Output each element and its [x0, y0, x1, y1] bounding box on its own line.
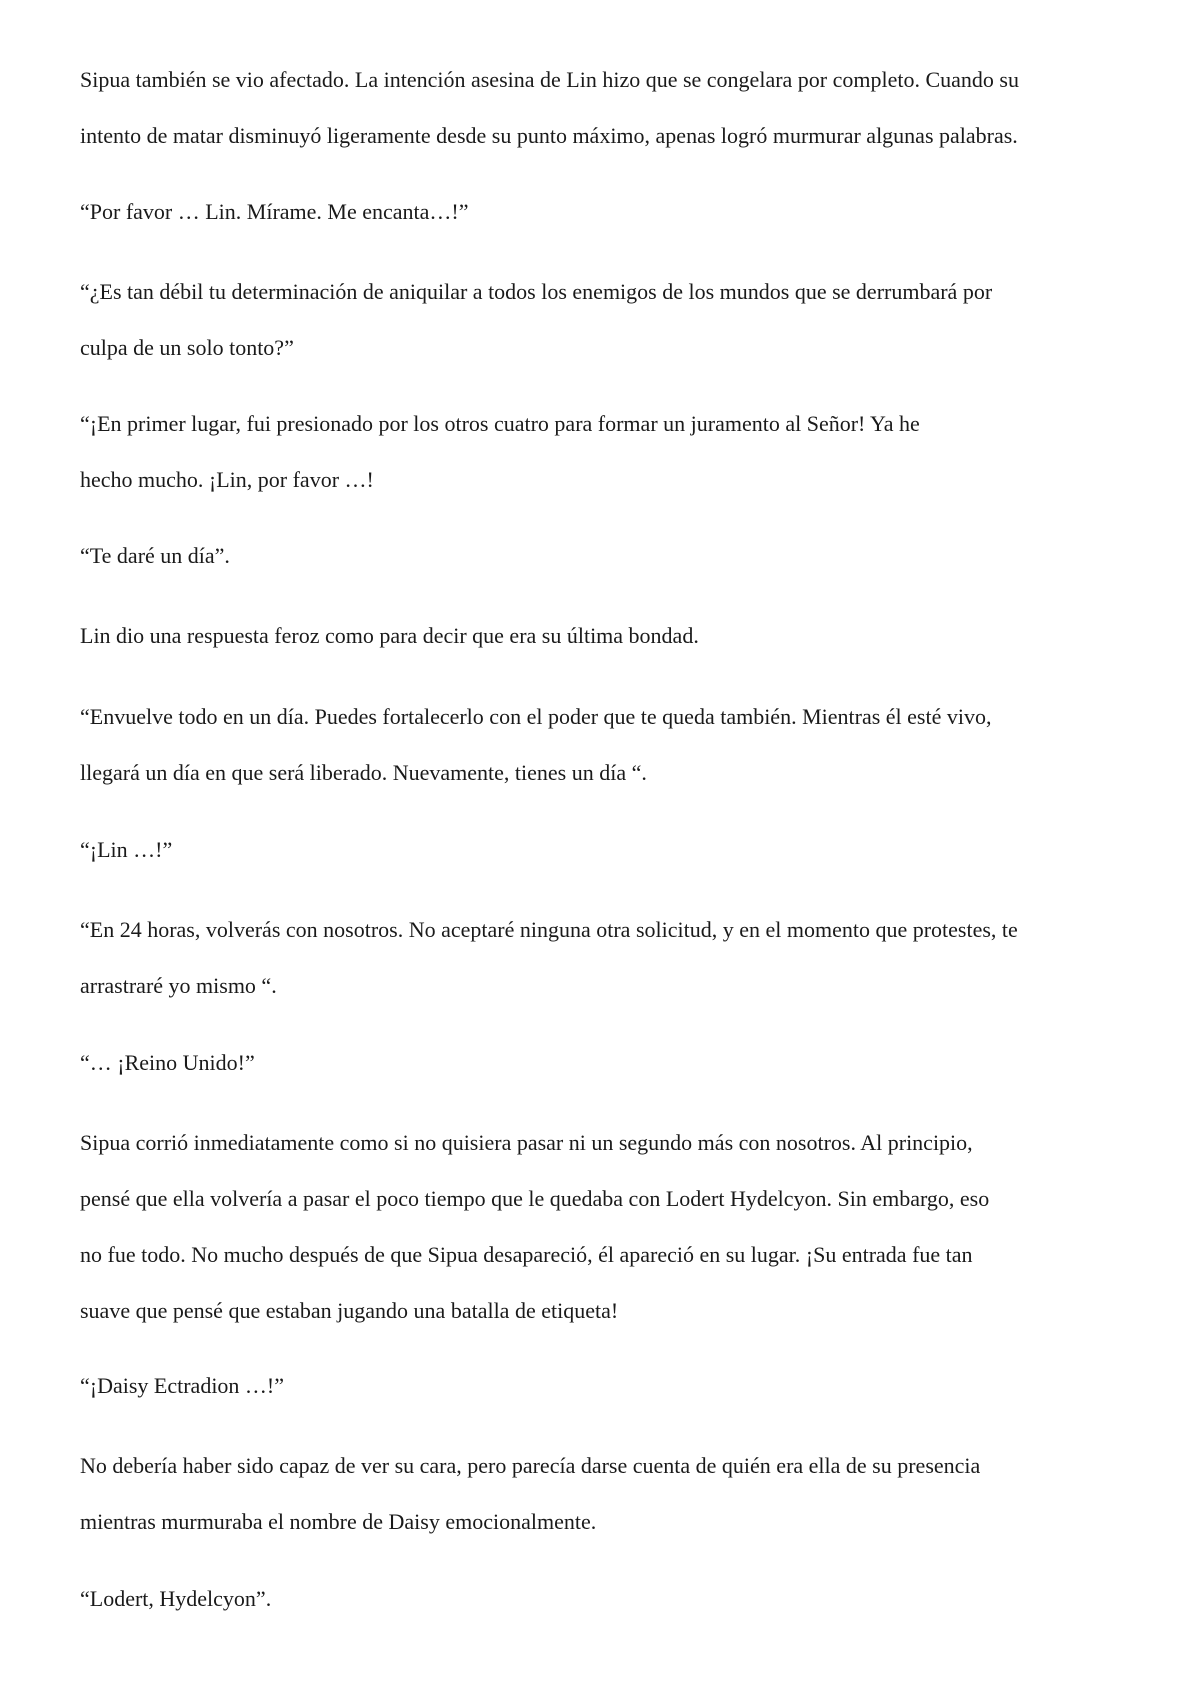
- text-line: “Por favor … Lin. Mírame. Me encanta…!”: [80, 199, 469, 224]
- text-line: “¡Lin …!”: [80, 837, 173, 862]
- paragraph: [80, 822, 1120, 878]
- text-line: “¡En primer lugar, fui presionado por los otros cuatro para formar un juramento al Señor! Ya he: [80, 411, 920, 436]
- text-line: “En 24 horas, volverás con nosotros. No aceptaré ninguna otra solicitud, y en el momento que protestes, te: [80, 917, 1018, 942]
- text-line: “¿Es tan débil tu determinación de aniquilar a todos los enemigos de los mundos que se derrumbará por: [80, 279, 993, 304]
- text-line: arrastraré yo mismo “.: [80, 973, 277, 998]
- text-line: “Lodert, Hydelcyon”.: [80, 1586, 272, 1611]
- paragraph: [80, 1358, 1120, 1414]
- text-line: culpa de un solo tonto?”: [80, 335, 294, 360]
- text-line: hecho mucho. ¡Lin, por favor …!: [80, 467, 374, 492]
- paragraph: [80, 608, 1120, 664]
- text-line: “… ¡Reino Unido!”: [80, 1050, 255, 1075]
- paragraph: [80, 1438, 1120, 1550]
- paragraph: [80, 1571, 1120, 1627]
- paragraph: [80, 396, 1120, 508]
- text-line: no fue todo. No mucho después de que Sipua desapareció, él apareció en su lugar. ¡Su entrada fue tan: [80, 1242, 973, 1267]
- paragraph: [80, 184, 1120, 240]
- text-line: llegará un día en que será liberado. Nuevamente, tienes un día “.: [80, 760, 647, 785]
- text-line: “¡Daisy Ectradion …!”: [80, 1373, 285, 1398]
- text-line: Lin dio una respuesta feroz como para decir que era su última bondad.: [80, 623, 699, 648]
- text-line: mientras murmuraba el nombre de Daisy emocionalmente.: [80, 1509, 597, 1534]
- paragraph: [80, 689, 1120, 801]
- paragraph: [80, 528, 1120, 584]
- text-line: suave que pensé que estaban jugando una batalla de etiqueta!: [80, 1298, 619, 1323]
- paragraph: [80, 1115, 1120, 1339]
- text-line: intento de matar disminuyó ligeramente desde su punto máximo, apenas logró murmurar algunas palabras.: [80, 123, 1018, 148]
- paragraph: [80, 52, 1120, 164]
- text-line: Sipua también se vio afectado. La intención asesina de Lin hizo que se congelara por completo. Cuando su: [80, 67, 1019, 92]
- text-line: pensé que ella volvería a pasar el poco tiempo que le quedaba con Lodert Hydelcyon. Sin embargo, eso: [80, 1186, 990, 1211]
- text-line: “Te daré un día”.: [80, 543, 230, 568]
- paragraph: [80, 1035, 1120, 1091]
- paragraph: [80, 264, 1120, 376]
- text-line: No debería haber sido capaz de ver su cara, pero parecía darse cuenta de quién era ella de su presencia: [80, 1453, 981, 1478]
- text-line: “Envuelve todo en un día. Puedes fortalecerlo con el poder que te queda también. Mientras él esté vivo,: [80, 704, 992, 729]
- paragraph: [80, 902, 1120, 1014]
- text-line: Sipua corrió inmediatamente como si no quisiera pasar ni un segundo más con nosotros. Al principio,: [80, 1130, 973, 1155]
